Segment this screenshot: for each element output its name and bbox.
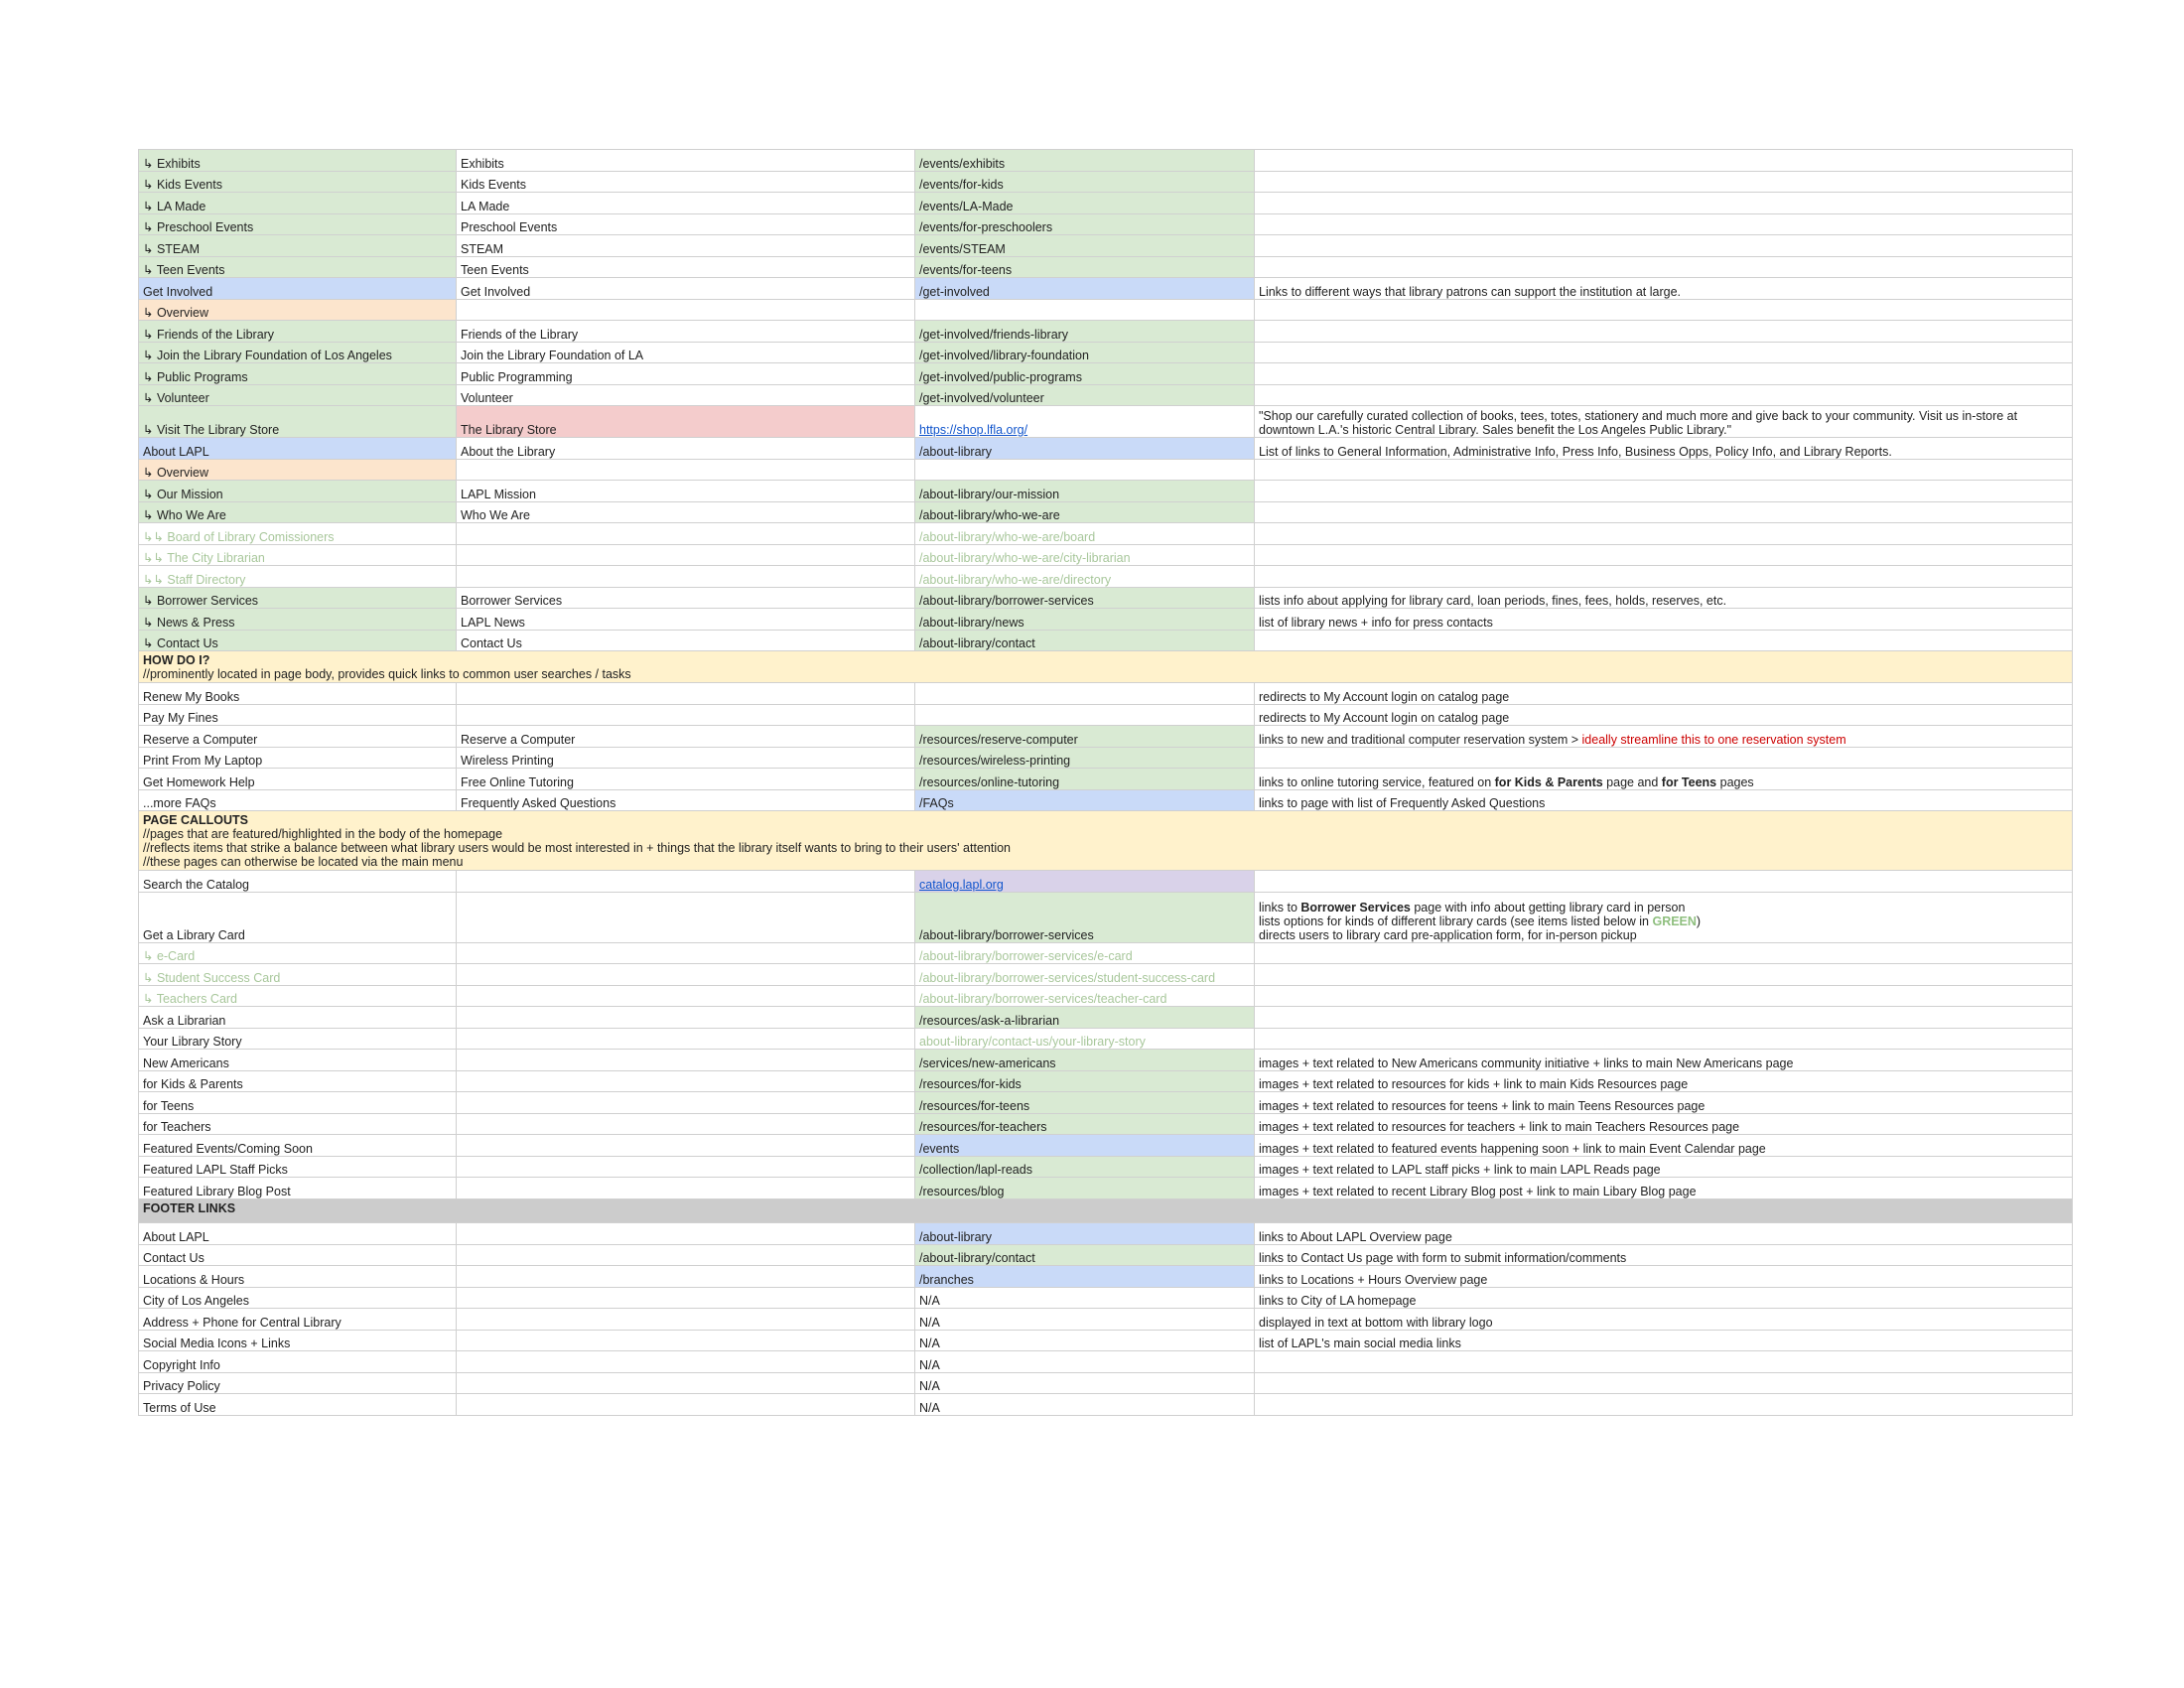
page-title-cell: Terms of Use (139, 1394, 457, 1416)
table-row (139, 789, 2073, 811)
url-cell (915, 299, 1255, 321)
menu-label-cell (457, 1287, 915, 1309)
page-title-cell: for Teachers (139, 1113, 457, 1135)
notes-cell: lists info about applying for library card, loan periods, fines, fees, holds, reserves, etc. (1255, 587, 2073, 609)
table-row (139, 1244, 2073, 1266)
url-cell: /about-library/borrower-services (915, 892, 1255, 942)
section-title: PAGE CALLOUTS (143, 813, 249, 827)
section-note: //pages that are featured/highlighted in the body of the homepage (143, 827, 503, 841)
menu-label-cell: Who We Are (457, 501, 915, 523)
table-row (139, 1070, 2073, 1092)
url-cell: /events/LA-Made (915, 193, 1255, 214)
menu-label-cell (457, 1223, 915, 1245)
menu-label-cell (457, 1394, 915, 1416)
menu-label-cell (457, 1330, 915, 1351)
notes-cell (1255, 892, 2073, 942)
notes-cell: list of LAPL's main social media links (1255, 1330, 2073, 1351)
url-cell: /about-library/borrower-services/student-success-card (915, 964, 1255, 986)
url-cell (915, 704, 1255, 726)
url-cell: /resources/for-teachers (915, 1113, 1255, 1135)
notes-cell: redirects to My Account login on catalog page (1255, 683, 2073, 705)
table-row (139, 384, 2073, 406)
menu-label-cell: Get Involved (457, 278, 915, 300)
menu-label-cell (457, 544, 915, 566)
url-cell: N/A (915, 1351, 1255, 1373)
table-row (139, 1394, 2073, 1416)
section-footer-links (139, 1198, 2073, 1223)
menu-label-cell (457, 1372, 915, 1394)
table-row (139, 726, 2073, 748)
menu-label-cell: Free Online Tutoring (457, 769, 915, 790)
notes-cell (1255, 726, 2073, 748)
menu-label-cell (457, 523, 915, 545)
page-title-cell: ↳ Contact Us (139, 630, 457, 651)
notes-cell (1255, 985, 2073, 1007)
url-cell: /about-library/news (915, 609, 1255, 631)
table-row (139, 1351, 2073, 1373)
menu-label-cell (457, 1007, 915, 1029)
url-cell: /resources/online-tutoring (915, 769, 1255, 790)
notes-cell: images + text related to resources for teens + link to main Teens Resources page (1255, 1092, 2073, 1114)
url-cell: N/A (915, 1330, 1255, 1351)
table-row (139, 566, 2073, 588)
menu-label-cell (457, 1178, 915, 1199)
notes-cell: images + text related to recent Library Blog post + link to main Libary Blog page (1255, 1178, 2073, 1199)
page-title-cell: Copyright Info (139, 1351, 457, 1373)
page-title-cell: New Americans (139, 1050, 457, 1071)
page-title-cell: ↳ News & Press (139, 609, 457, 631)
notes-cell: links to City of LA homepage (1255, 1287, 2073, 1309)
menu-label-cell: Friends of the Library (457, 321, 915, 343)
notes-cell (1255, 193, 2073, 214)
page-title-cell: Print From My Laptop (139, 747, 457, 769)
menu-label-cell: LAPL Mission (457, 481, 915, 502)
text-fragment: page with info about getting library card in person (1410, 900, 1686, 914)
notes-cell: images + text related to featured events happening soon + link to main Event Calendar page (1255, 1135, 2073, 1157)
notes-cell (1255, 342, 2073, 363)
table-row (139, 278, 2073, 300)
menu-label-cell: Wireless Printing (457, 747, 915, 769)
page-title-cell: ↳ Preschool Events (139, 213, 457, 235)
page-title-cell: ↳↳ Board of Library Comissioners (139, 523, 457, 545)
url-cell: /about-library/who-we-are/directory (915, 566, 1255, 588)
notes-cell (1255, 964, 2073, 986)
page-title-cell: Address + Phone for Central Library (139, 1309, 457, 1331)
page-title-cell: ...more FAQs (139, 789, 457, 811)
page-title-cell: for Teens (139, 1092, 457, 1114)
table-row (139, 892, 2073, 942)
table-row (139, 321, 2073, 343)
notes-cell (1255, 256, 2073, 278)
menu-label-cell: Volunteer (457, 384, 915, 406)
section-page-callouts-cell (139, 811, 2073, 871)
url-cell: /resources/for-teens (915, 1092, 1255, 1114)
url-cell: /get-involved/public-programs (915, 363, 1255, 385)
notes-cell (1255, 1028, 2073, 1050)
page-title-cell: ↳ Who We Are (139, 501, 457, 523)
table-row (139, 871, 2073, 893)
menu-label-cell (457, 942, 915, 964)
url-cell: N/A (915, 1394, 1255, 1416)
url-cell: /events (915, 1135, 1255, 1157)
url-cell: /resources/wireless-printing (915, 747, 1255, 769)
menu-label-cell (457, 1266, 915, 1288)
url-cell: /about-library/our-mission (915, 481, 1255, 502)
table-row (139, 235, 2073, 257)
menu-label-cell: The Library Store (457, 406, 915, 438)
page-title-cell: ↳ Volunteer (139, 384, 457, 406)
url-cell: /about-library/who-we-are/city-librarian (915, 544, 1255, 566)
section-how-do-i-cell (139, 651, 2073, 683)
menu-label-cell (457, 871, 915, 893)
page-title-cell: Get a Library Card (139, 892, 457, 942)
table-row (139, 1223, 2073, 1245)
table-row (139, 1330, 2073, 1351)
notes-cell (1255, 171, 2073, 193)
section-note: //reflects items that strike a balance between what library users would be most interested in + things that the library itself wants to bring to their users' attention (143, 841, 1011, 855)
menu-label-cell: Public Programming (457, 363, 915, 385)
page-title-cell: Pay My Fines (139, 704, 457, 726)
page-title-cell: ↳ Join the Library Foundation of Los Angeles (139, 342, 457, 363)
notes-cell (1255, 1007, 2073, 1029)
notes-cell: displayed in text at bottom with library logo (1255, 1309, 2073, 1331)
menu-label-cell (457, 1244, 915, 1266)
text-fragment: directs users to library card pre-application form, for in-person pickup (1259, 927, 1637, 942)
page-title-cell: Get Homework Help (139, 769, 457, 790)
sitemap-table (138, 149, 2073, 1416)
page-title-cell: ↳ Teen Events (139, 256, 457, 278)
menu-label-cell (457, 1113, 915, 1135)
url-cell: /get-involved (915, 278, 1255, 300)
page-title-cell: ↳ Our Mission (139, 481, 457, 502)
notes-cell (1255, 501, 2073, 523)
page-title-cell: Search the Catalog (139, 871, 457, 893)
notes-cell: "Shop our carefully curated collection of books, tees, totes, stationery and much more and give back to your community. Visit us in-store at downtown L.A.'s historic Central Library. Sales benefit the Los Angeles Public Library." (1255, 406, 2073, 438)
table-row (139, 1007, 2073, 1029)
page-title-cell: About LAPL (139, 1223, 457, 1245)
table-row (139, 609, 2073, 631)
table-row (139, 1287, 2073, 1309)
notes-cell (1255, 544, 2073, 566)
text-fragment: links to (1259, 900, 1301, 914)
table-row (139, 1113, 2073, 1135)
table-row (139, 747, 2073, 769)
note-line (1259, 928, 2068, 942)
url-cell: /resources/ask-a-librarian (915, 1007, 1255, 1029)
table-row (139, 1178, 2073, 1199)
notes-cell (1255, 630, 2073, 651)
page-title-cell: ↳ Borrower Services (139, 587, 457, 609)
url-link[interactable]: https://shop.lfla.org/ (919, 423, 1028, 437)
menu-label-cell: Reserve a Computer (457, 726, 915, 748)
page-title-cell: ↳ Exhibits (139, 150, 457, 172)
table-row (139, 985, 2073, 1007)
notes-cell (1255, 1351, 2073, 1373)
url-cell: /events/exhibits (915, 150, 1255, 172)
table-row (139, 704, 2073, 726)
url-cell: /get-involved/friends-library (915, 321, 1255, 343)
url-cell (915, 871, 1255, 893)
table-row (139, 438, 2073, 460)
url-cell: /branches (915, 1266, 1255, 1288)
table-row (139, 683, 2073, 705)
menu-label-cell (457, 459, 915, 481)
menu-label-cell: Join the Library Foundation of LA (457, 342, 915, 363)
table-row (139, 1028, 2073, 1050)
section-page-callouts (139, 811, 2073, 871)
table-row (139, 193, 2073, 214)
menu-label-cell (457, 985, 915, 1007)
notes-cell (1255, 150, 2073, 172)
page-title-cell: for Kids & Parents (139, 1070, 457, 1092)
notes-cell: List of links to General Information, Administrative Info, Press Info, Business Opps, Policy Info, and Library Reports. (1255, 438, 2073, 460)
page-title-cell: ↳↳ The City Librarian (139, 544, 457, 566)
url-cell: N/A (915, 1309, 1255, 1331)
text-fragment: lists options for kinds of different library cards (see items listed below in (1259, 914, 1653, 928)
menu-label-cell (457, 1135, 915, 1157)
url-cell: /events/STEAM (915, 235, 1255, 257)
notes-cell: links to About LAPL Overview page (1255, 1223, 2073, 1245)
url-cell: /events/for-kids (915, 171, 1255, 193)
page-title-cell: Featured LAPL Staff Picks (139, 1156, 457, 1178)
url-cell: /resources/reserve-computer (915, 726, 1255, 748)
menu-label-cell: Preschool Events (457, 213, 915, 235)
text-fragment: for Teens (1661, 774, 1717, 789)
table-row (139, 1135, 2073, 1157)
menu-label-cell: LA Made (457, 193, 915, 214)
section-how-do-i (139, 651, 2073, 683)
notes-cell: list of library news + info for press contacts (1255, 609, 2073, 631)
menu-label-cell: Borrower Services (457, 587, 915, 609)
page-title-cell: ↳ Public Programs (139, 363, 457, 385)
text-fragment: ) (1696, 914, 1702, 928)
notes-cell: Links to different ways that library patrons can support the institution at large. (1255, 278, 2073, 300)
notes-cell: images + text related to New Americans community initiative + links to main New Americans page (1255, 1050, 2073, 1071)
notes-cell: redirects to My Account login on catalog page (1255, 704, 2073, 726)
url-cell: /about-library (915, 1223, 1255, 1245)
table-row (139, 150, 2073, 172)
notes-cell (1255, 459, 2073, 481)
url-cell: /about-library/borrower-services/e-card (915, 942, 1255, 964)
table-row (139, 942, 2073, 964)
url-cell (915, 459, 1255, 481)
menu-label-cell: Teen Events (457, 256, 915, 278)
highlight-note: ideally streamline this to one reservation system (1581, 732, 1846, 747)
menu-label-cell (457, 1309, 915, 1331)
text-fragment: Borrower Services (1300, 900, 1411, 914)
table-row (139, 213, 2073, 235)
url-cell: /get-involved/library-foundation (915, 342, 1255, 363)
page-title-cell: ↳ Kids Events (139, 171, 457, 193)
menu-label-cell (457, 299, 915, 321)
menu-label-cell: Exhibits (457, 150, 915, 172)
url-cell: /get-involved/volunteer (915, 384, 1255, 406)
notes-cell (1255, 384, 2073, 406)
text-fragment: links to new and traditional computer reservation system > (1259, 732, 1582, 747)
section-title: FOOTER LINKS (143, 1200, 236, 1215)
page-title-cell: Reserve a Computer (139, 726, 457, 748)
table-row (139, 1092, 2073, 1114)
menu-label-cell (457, 1050, 915, 1071)
text-fragment: pages (1716, 774, 1754, 789)
menu-label-cell (457, 1070, 915, 1092)
page-title-cell: ↳↳ Staff Directory (139, 566, 457, 588)
notes-cell (1255, 523, 2073, 545)
notes-cell (1255, 871, 2073, 893)
table-row (139, 171, 2073, 193)
table-row (139, 587, 2073, 609)
url-cell: /about-library/borrower-services/teacher-card (915, 985, 1255, 1007)
notes-cell (1255, 213, 2073, 235)
page-title-cell: About LAPL (139, 438, 457, 460)
notes-cell (1255, 363, 2073, 385)
menu-label-cell: LAPL News (457, 609, 915, 631)
page-title-cell: ↳ Overview (139, 459, 457, 481)
table-row (139, 481, 2073, 502)
menu-label-cell (457, 964, 915, 986)
page-title-cell: Get Involved (139, 278, 457, 300)
menu-label-cell: About the Library (457, 438, 915, 460)
table-row (139, 523, 2073, 545)
table-row (139, 299, 2073, 321)
text-fragment: for Kids & Parents (1494, 774, 1603, 789)
table-row (139, 1050, 2073, 1071)
url-cell: /events/for-preschoolers (915, 213, 1255, 235)
text-fragment: links to online tutoring service, featured on (1259, 774, 1495, 789)
notes-cell: links to Contact Us page with form to submit information/comments (1255, 1244, 2073, 1266)
section-title: HOW DO I? (143, 653, 210, 667)
section-note: //these pages can otherwise be located via the main menu (143, 855, 464, 869)
table-row (139, 630, 2073, 651)
table-row (139, 544, 2073, 566)
menu-label-cell (457, 566, 915, 588)
url-link[interactable]: catalog.lapl.org (919, 877, 1004, 892)
notes-cell: links to Locations + Hours Overview page (1255, 1266, 2073, 1288)
notes-cell: images + text related to LAPL staff picks + link to main LAPL Reads page (1255, 1156, 2073, 1178)
table-row (139, 342, 2073, 363)
url-cell (915, 406, 1255, 438)
url-cell: /services/new-americans (915, 1050, 1255, 1071)
notes-cell: images + text related to resources for teachers + link to main Teachers Resources page (1255, 1113, 2073, 1135)
table-row (139, 964, 2073, 986)
page-title-cell: Locations & Hours (139, 1266, 457, 1288)
notes-cell (1255, 769, 2073, 790)
page-title-cell: Privacy Policy (139, 1372, 457, 1394)
notes-cell (1255, 481, 2073, 502)
table-row (139, 406, 2073, 438)
url-cell: /about-library (915, 438, 1255, 460)
notes-cell (1255, 1394, 2073, 1416)
page-title-cell: Featured Library Blog Post (139, 1178, 457, 1199)
table-row (139, 1309, 2073, 1331)
table-row (139, 769, 2073, 790)
page-title-cell: Your Library Story (139, 1028, 457, 1050)
menu-label-cell (457, 683, 915, 705)
table-row (139, 459, 2073, 481)
menu-label-cell (457, 1028, 915, 1050)
page-title-cell: ↳ Overview (139, 299, 457, 321)
page-title-cell: Contact Us (139, 1244, 457, 1266)
url-cell: about-library/contact-us/your-library-story (915, 1028, 1255, 1050)
menu-label-cell (457, 1156, 915, 1178)
page-title-cell: ↳ STEAM (139, 235, 457, 257)
notes-cell (1255, 235, 2073, 257)
notes-cell: links to page with list of Frequently Asked Questions (1255, 789, 2073, 811)
url-cell: N/A (915, 1287, 1255, 1309)
menu-label-cell (457, 1092, 915, 1114)
url-cell: /FAQs (915, 789, 1255, 811)
url-cell: /about-library/contact (915, 630, 1255, 651)
table-row (139, 1266, 2073, 1288)
page-title-cell: ↳ e-Card (139, 942, 457, 964)
notes-cell (1255, 1372, 2073, 1394)
notes-cell (1255, 321, 2073, 343)
menu-label-cell: Contact Us (457, 630, 915, 651)
page-title-cell: ↳ Student Success Card (139, 964, 457, 986)
notes-cell: images + text related to resources for kids + link to main Kids Resources page (1255, 1070, 2073, 1092)
menu-label-cell: STEAM (457, 235, 915, 257)
page-title-cell: Featured Events/Coming Soon (139, 1135, 457, 1157)
url-cell: N/A (915, 1372, 1255, 1394)
url-cell: /collection/lapl-reads (915, 1156, 1255, 1178)
section-note: //prominently located in page body, provides quick links to common user searches / tasks (143, 667, 631, 681)
table-row (139, 363, 2073, 385)
url-cell: /resources/blog (915, 1178, 1255, 1199)
menu-label-cell (457, 1351, 915, 1373)
menu-label-cell (457, 704, 915, 726)
menu-label-cell: Kids Events (457, 171, 915, 193)
page-title-cell: Renew My Books (139, 683, 457, 705)
table-row (139, 1372, 2073, 1394)
page-title-cell: Ask a Librarian (139, 1007, 457, 1029)
notes-cell (1255, 299, 2073, 321)
url-cell: /about-library/who-we-are/board (915, 523, 1255, 545)
section-footer-links-cell (139, 1198, 2073, 1223)
notes-cell (1255, 747, 2073, 769)
url-cell (915, 683, 1255, 705)
text-fragment: GREEN (1652, 914, 1697, 928)
menu-label-cell: Frequently Asked Questions (457, 789, 915, 811)
table-row (139, 256, 2073, 278)
url-cell: /about-library/borrower-services (915, 587, 1255, 609)
url-cell: /about-library/who-we-are (915, 501, 1255, 523)
notes-cell (1255, 942, 2073, 964)
url-cell: /about-library/contact (915, 1244, 1255, 1266)
url-cell: /events/for-teens (915, 256, 1255, 278)
page-title-cell: ↳ Teachers Card (139, 985, 457, 1007)
sitemap-table-body (139, 150, 2073, 1416)
page-title-cell: ↳ LA Made (139, 193, 457, 214)
table-row (139, 501, 2073, 523)
menu-label-cell (457, 892, 915, 942)
page-title-cell: ↳ Visit The Library Store (139, 406, 457, 438)
text-fragment: page and (1602, 774, 1662, 789)
note-line (1259, 914, 2068, 928)
notes-cell (1255, 566, 2073, 588)
page-title-cell: City of Los Angeles (139, 1287, 457, 1309)
page-title-cell: Social Media Icons + Links (139, 1330, 457, 1351)
page-title-cell: ↳ Friends of the Library (139, 321, 457, 343)
table-row (139, 1156, 2073, 1178)
note-line (1259, 901, 2068, 914)
url-cell: /resources/for-kids (915, 1070, 1255, 1092)
